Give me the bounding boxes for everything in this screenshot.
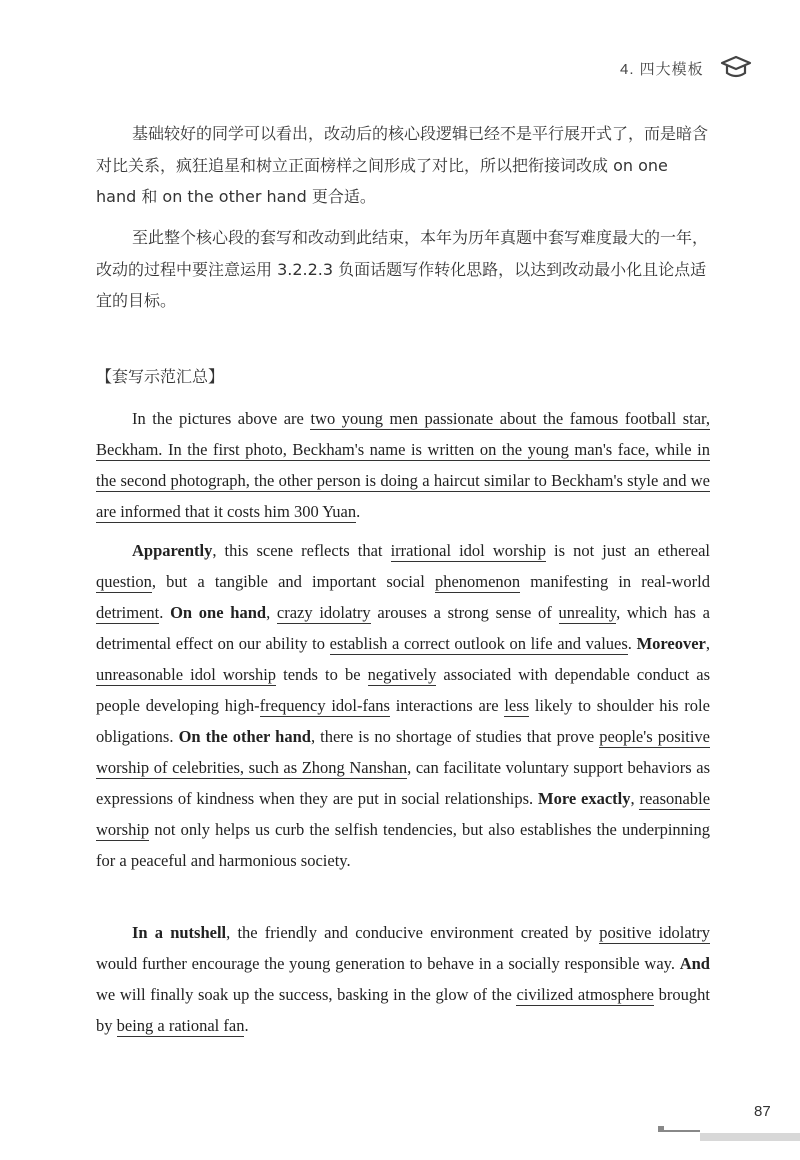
text-segment: . bbox=[627, 634, 637, 653]
underlined-phrase: unreality bbox=[558, 603, 617, 622]
text-segment: In the pictures above are bbox=[132, 409, 311, 428]
chinese-paragraph-2: 至此整个核心段的套写和改动到此结束，本年为历年真题中套写难度最大的一年，改动的过程中要注意运用 3.2.2.3 负面话题写作转化思路，以达到改动最小化且论点适宜的目标。 bbox=[96, 228, 709, 310]
text-segment: we will finally soak up the success, basking in the glow of the bbox=[96, 985, 517, 1004]
text-segment: , can facilitate voluntary support behaviors as expressions of kindness when they are put in social relationships. bbox=[96, 758, 710, 808]
text-segment: associated with dependable conduct as people developing high- bbox=[96, 665, 710, 715]
page-number: 87 bbox=[754, 1103, 771, 1120]
text-segment: . bbox=[244, 1016, 249, 1035]
chinese-paragraph-1: 基础较好的同学可以看出，改动后的核心段逻辑已经不是平行展开式了，而是暗含对比关系，疯狂追星和树立正面榜样之间形成了对比，所以把衔接词改成 on one hand 和 on the other hand 更合适。 bbox=[96, 124, 709, 206]
text-segment: , which has a detrimental effect on our ability to bbox=[96, 603, 711, 653]
underlined-phrase: crazy idolatry bbox=[276, 603, 371, 622]
footer-line-decoration bbox=[664, 1130, 700, 1132]
underlined-phrase: phenomenon bbox=[434, 572, 521, 591]
transition-word: Moreover bbox=[636, 634, 706, 653]
essay-paragraph-2 bbox=[96, 535, 710, 876]
underlined-phrase: reasonable worship bbox=[96, 789, 711, 839]
text-segment: , the friendly and conducive environment created by bbox=[226, 923, 600, 942]
text-segment: brought by bbox=[96, 985, 710, 1035]
footer-bar-decoration bbox=[700, 1133, 800, 1141]
text-segment: interactions are bbox=[389, 696, 505, 715]
text-segment: likely to shoulder his role obligations. bbox=[96, 696, 710, 746]
graduation-cap-icon bbox=[720, 54, 752, 80]
text-segment: arouses a strong sense of bbox=[370, 603, 559, 622]
transition-word: On the other hand bbox=[178, 727, 311, 746]
text-segment: , but a tangible and important social bbox=[151, 572, 435, 591]
text-segment: , this scene reflects that bbox=[212, 541, 391, 560]
essay-paragraph-1 bbox=[96, 403, 710, 527]
text-segment: . bbox=[159, 603, 171, 622]
text-segment: , bbox=[630, 789, 640, 808]
underlined-phrase: being a rational fan bbox=[116, 1016, 245, 1035]
transition-word: Apparently bbox=[132, 541, 213, 560]
underlined-phrase: civilized atmosphere bbox=[516, 985, 654, 1004]
underlined-phrase: establish a correct outlook on life and values bbox=[329, 634, 628, 653]
essay-paragraph-3 bbox=[96, 917, 710, 1041]
text-segment: would further encourage the young generation to behave in a socially responsible way. bbox=[96, 954, 680, 973]
chapter-header: 4. 四大模板 bbox=[620, 61, 704, 78]
text-segment: , there is no shortage of studies that prove bbox=[310, 727, 600, 746]
transition-word: And bbox=[679, 954, 710, 973]
text-segment: tends to be bbox=[276, 665, 368, 684]
text-segment: not only helps us curb the selfish tendencies, but also establishes the underpinning for a peaceful and harmonious society. bbox=[96, 820, 710, 870]
underlined-phrase: detriment bbox=[96, 603, 160, 622]
text-segment: manifesting in real-world bbox=[520, 572, 710, 591]
transition-word: More exactly bbox=[538, 789, 631, 808]
text-segment: , bbox=[705, 634, 711, 653]
underlined-phrase: question bbox=[96, 572, 152, 591]
underlined-phrase: unreasonable idol worship bbox=[96, 665, 277, 684]
underlined-phrase: negatively bbox=[367, 665, 437, 684]
transition-word: On one hand bbox=[170, 603, 267, 622]
section-title: 【套写示范汇总】 bbox=[96, 367, 225, 386]
text-segment: is not just an ethereal bbox=[546, 541, 710, 560]
transition-word: In a nutshell bbox=[132, 923, 227, 942]
underlined-phrase: frequency idol-fans bbox=[259, 696, 390, 715]
underlined-phrase: less bbox=[504, 696, 530, 715]
underlined-phrase: positive idolatry bbox=[599, 923, 710, 942]
underlined-phrase: two young men passionate about the famous football star, Beckham. In the first photo, Beckham's name is written on the young man's face, while in the second photograph, the other person is doing a haircut similar to Beckham's style and we are informed that it costs him 300 Yuan bbox=[96, 409, 710, 521]
underlined-phrase: irrational idol worship bbox=[390, 541, 546, 560]
text-segment: . bbox=[356, 502, 361, 521]
underlined-phrase: people's positive worship of celebrities, such as Zhong Nanshan bbox=[96, 727, 710, 777]
text-segment: , bbox=[266, 603, 277, 622]
